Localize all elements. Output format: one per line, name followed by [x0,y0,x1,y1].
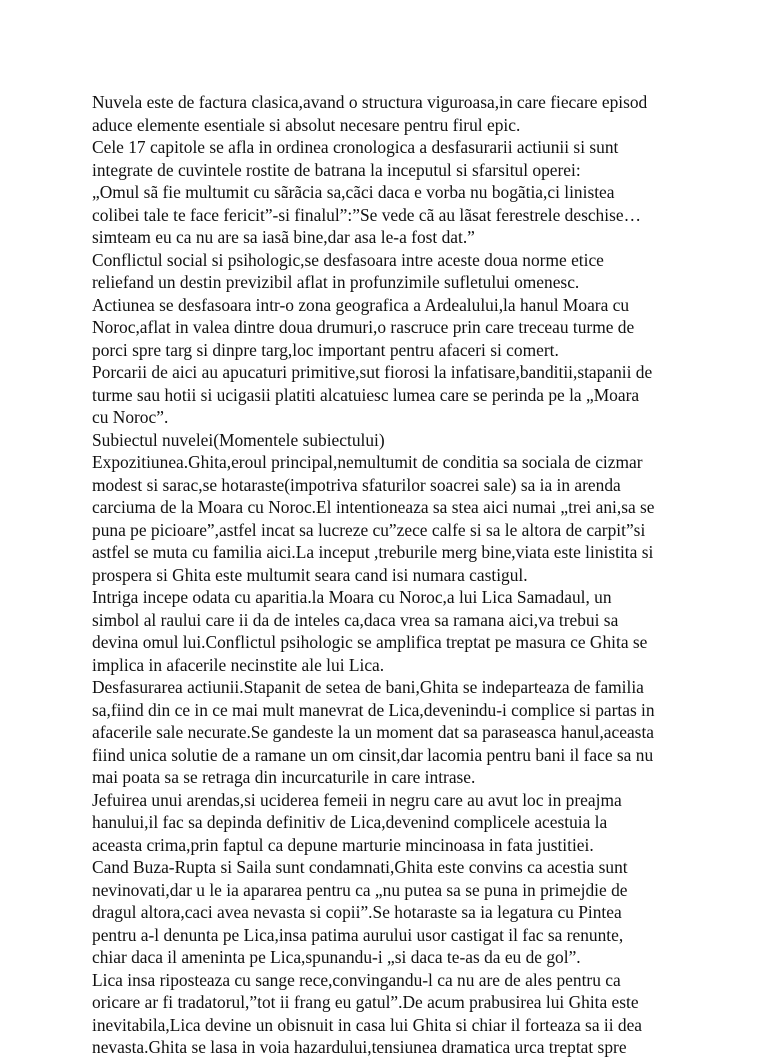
text-line: mai poata sa se retraga din incurcaturile in care intrase. [92,767,476,787]
text-line: aceasta crima,prin faptul ca depune marturie mincinoasa in fata justitiei. [92,834,594,855]
text-line: devina omul lui.Conflictul psihologic se amplifica treptat pe masura ce Ghita se [92,632,648,652]
text-line: Conflictul social si psihologic,se desfasoara intre aceste doua norme etice [92,249,604,270]
text-line: chiar daca il ameninta pe Lica,spunandu-i „si daca te-as da eu de gol”. [92,947,581,967]
text-line: „Omul sã fie multumit cu sãrãcia sa,cãci daca e vorba nu bogãtia,ci linistea [92,182,615,202]
text-line: inevitabila,Lica devine un obisnuit in casa lui Ghita si chiar il forteaza sa ii dea [92,1014,643,1035]
text-line: Expozitiunea.Ghita,eroul principal,nemultumit de conditia sa sociala de cizmar [92,452,643,472]
text-line: cu Noroc”. [92,407,169,427]
text-line: porci spre targ si dinpre targ,loc important pentru afaceri si comert. [92,339,559,360]
text-line: simteam eu ca nu are sa iasã bine,dar asa le-a fost dat.” [92,227,475,247]
text-line: sa,fiind din ce in ce mai mult manevrat de Lica,devenindu-i complice si partas in [92,699,655,720]
text-line: Intriga incepe odata cu aparitia.la Moara cu Noroc,a lui Lica Samadaul, un [92,587,612,607]
text-line: hanului,il fac sa depinda definitiv de Lica,devenind complicele acestuia la [92,812,608,832]
text-line: Nuvela este de factura clasica,avand o structura viguroasa,in care fiecare episod [92,92,648,112]
text-line: nevinovati,dar u le ia apararea pentru ca „nu putea sa se puna in primejdie de [92,879,628,900]
text-line: Actiunea se desfasoara intr-o zona geografica a Ardealului,la hanul Moara cu [92,294,630,315]
text-line: turme sau hotii si ucigasii platiti alcatuiesc lumea care se perinda pe la „Moara [92,384,640,405]
text-line: modest si sarac,se hotaraste(impotriva sfaturilor soacrei sale) sa ia in arenda [92,474,621,495]
text-line: dragul altora,caci avea nevasta si copii”.Se hotaraste sa ia legatura cu Pintea [92,902,622,922]
text-line: aduce elemente esentiale si absolut necesare pentru firul epic. [92,114,521,135]
text-line: Cand Buza-Rupta si Saila sunt condamnati,Ghita este convins ca acestia sunt [92,857,628,877]
text-line: Lica insa riposteaza cu sange rece,convingandu-l ca nu are de ales pentru ca [92,969,621,990]
text-line: oricare ar fi tradatorul,”tot ii frang eu gatul”.De acum prabusirea lui Ghita este [92,992,639,1012]
text-line: astfel se muta cu familia aici.La inceput ,treburile merg bine,viata este linistita si [92,542,654,562]
text-line: nevasta.Ghita se lasa in voia hazardului,tensiunea dramatica urca treptat spre [92,1037,627,1057]
text-line: integrate de cuvintele rostite de batrana la inceputul si sfarsitul operei: [92,159,581,180]
document-body [92,91,752,1059]
text-line: Jefuirea unui arendas,si uciderea femeii in negru care au avut loc in preajma [92,789,622,810]
text-line: fiind unica solutie de a ramane un om cinsit,dar lacomia pentru bani il face sa nu [92,744,654,765]
text-line: carciuma de la Moara cu Noroc.El intentioneaza sa stea aici numai „trei ani,sa se [92,497,655,517]
text-line: puna pe picioare”,astfel incat sa lucreze cu”zece calfe si sa le altora de carpit”si [92,519,646,540]
text-line: Noroc,aflat in valea dintre doua drumuri,o rascruce prin care treceau turme de [92,317,635,337]
text-line: implica in afacerile necinstite ale lui Lica. [92,654,385,675]
text-line: Cele 17 capitole se afla in ordinea cronologica a desfasurarii actiunii si sunt [92,137,619,157]
text-line: afacerile sale necurate.Se gandeste la un moment dat sa paraseasca hanul,aceasta [92,722,655,742]
text-line: Desfasurarea actiunii.Stapanit de setea de bani,Ghita se indeparteaza de familia [92,677,644,697]
text-line: Porcarii de aici au apucaturi primitive,sut fiorosi la infatisare,banditii,stapanii de [92,362,653,382]
text-line: reliefand un destin previzibil aflat in profunzimile sufletului omenesc. [92,272,580,292]
text-line: simbol al raului care ii da de inteles ca,daca vrea sa ramana aici,va trebui sa [92,609,619,630]
text-line: prospera si Ghita este multumit seara cand isi numara castigul. [92,564,528,585]
text-line: colibei tale te face fericit”-si finalul”:”Se vede cã au lãsat ferestrele deschise… [92,204,641,225]
text-line: pentru a-l denunta pe Lica,insa patima aurului usor castigat il fac sa renunte, [92,924,624,945]
section-heading: Subiectul nuvelei(Momentele subiectului) [92,429,385,450]
